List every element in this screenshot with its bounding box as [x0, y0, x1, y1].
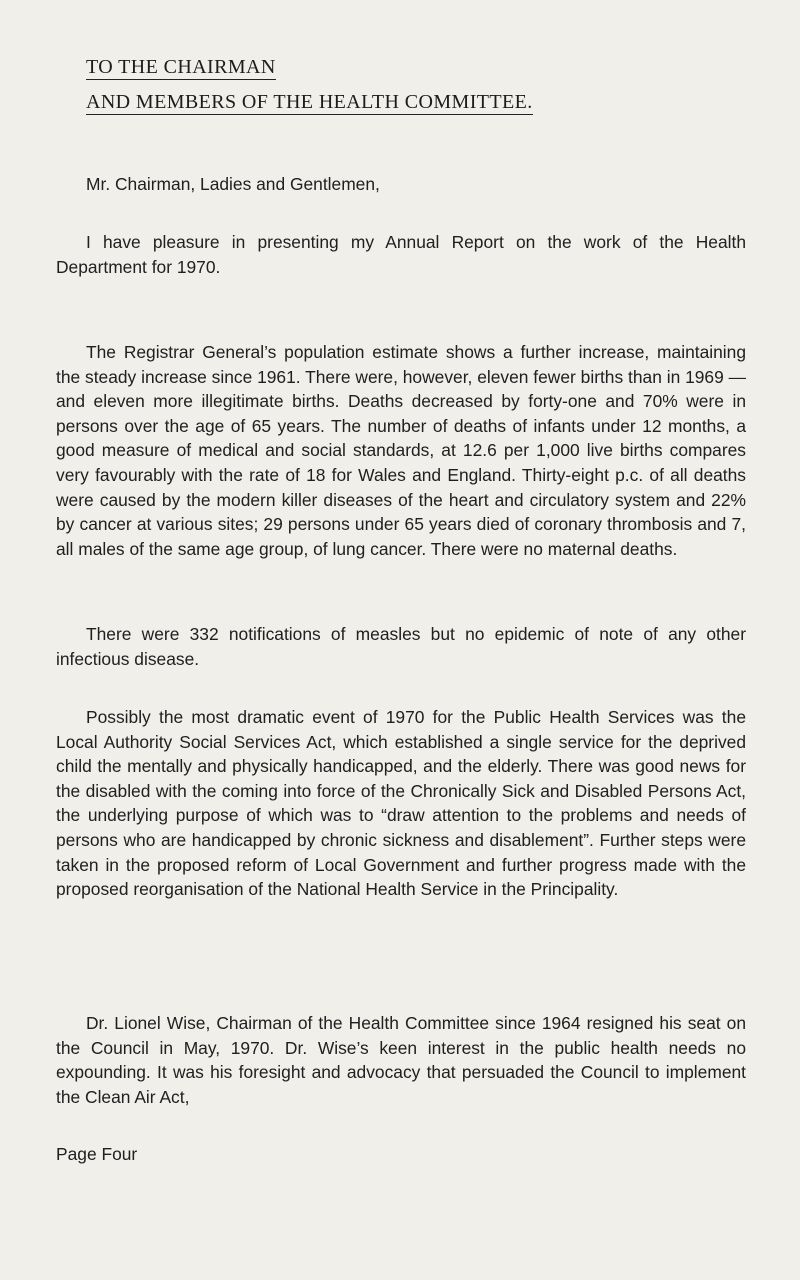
salutation: Mr. Chairman, Ladies and Gentlemen, [86, 174, 380, 194]
paragraph-measles: There were 332 notifications of measles but no epidemic of note of any other infectious disease. [56, 624, 746, 669]
paragraph-dr-wise: Dr. Lionel Wise, Chairman of the Health Committee since 1964 resigned his seat on the Council in May, 1970. Dr. Wise’s keen interest in the public health needs no expounding. It was his foresight and advocacy that persuaded the Council to implement the Clean Air Act, [56, 1013, 746, 1107]
paragraph-population: The Registrar General’s population estimate shows a further increase, maintaining the steady increase since 1961. There were, however, eleven fewer births than in 1969 — and eleven more illegitimate births. Deaths decreased by forty-one and 70% were in persons over the age of 65 years. The number of deaths of infants under 12 months, a good measure of medical and social standards, at 12.6 per 1,000 live births compares very favourably with the rate of 18 for Wales and England. Thirty-eight p.c. of all deaths were caused by the modern killer diseases of the heart and circulatory system and 22% by cancer at various sites; 29 persons under 65 years died of coronary thrombosis and 7, all males of the same age group, of lung cancer. There were no maternal deaths. [56, 342, 746, 559]
address-line-committee-text: AND MEMBERS OF THE HEALTH COMMITTEE. [86, 91, 533, 113]
address-line-committee [86, 90, 533, 115]
paragraph-social-services: Possibly the most dramatic event of 1970 for the Public Health Services was the Local Authority Social Services Act, which established a single service for the deprived child the mentally and physically handicapped, and the elderly. There was good news for the disabled with the coming into force of the Chronically Sick and Disabled Persons Act, the underlying purpose of which was to “draw attention to the problems and needs of persons who are handicapped by chronic sickness and disablement”. Further steps were taken in the proposed reform of Local Government and further progress made with the proposed reorganisation of the National Health Service in the Principality. [56, 707, 746, 900]
page-number: Page Four [56, 1144, 138, 1164]
address-line-chairman-text: TO THE CHAIRMAN [86, 56, 276, 78]
address-line-chairman [86, 55, 276, 80]
paragraph-intro: I have pleasure in presenting my Annual Report on the work of the Health Department for 1970. [56, 232, 746, 277]
